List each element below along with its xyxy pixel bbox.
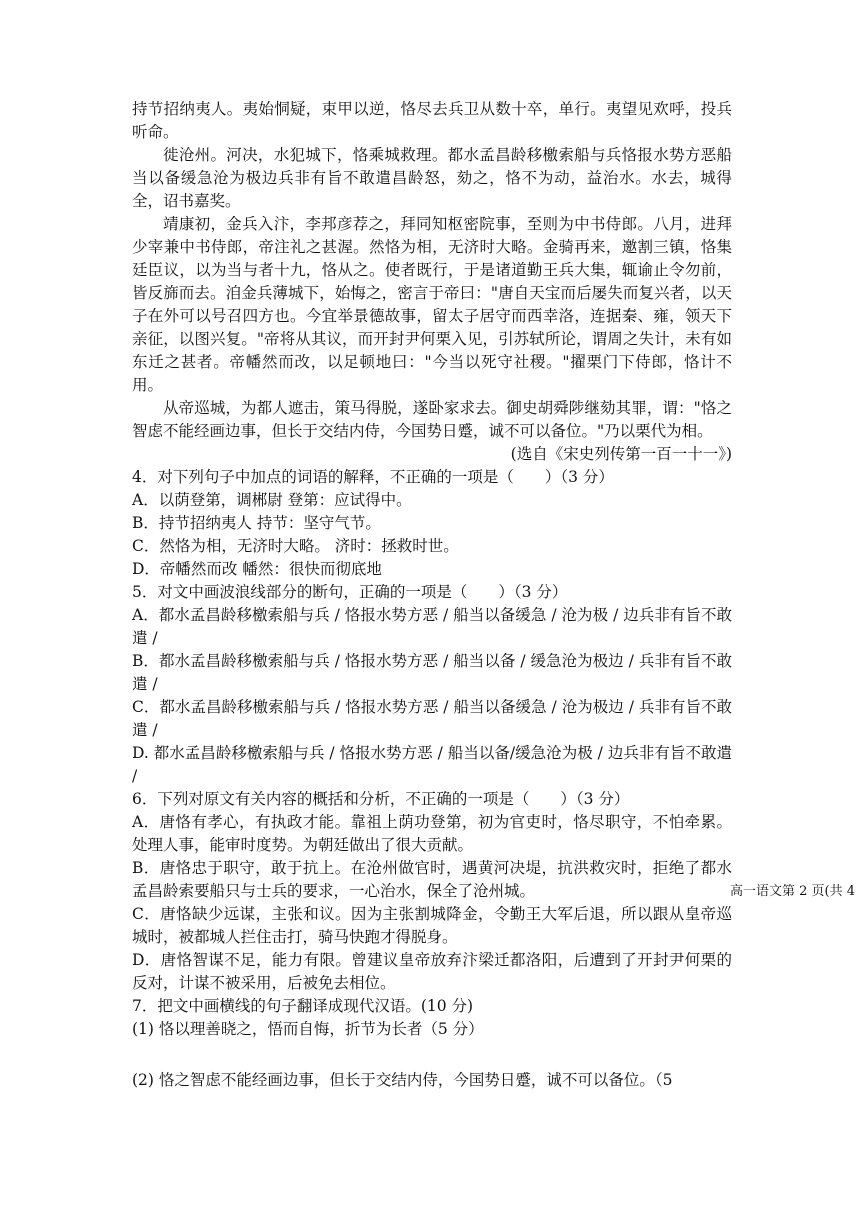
option-d: D. 都水孟昌龄移檄索船与兵 / 恪报水势方恶 / 船当以备/缓急沧为极 / 边兵非有旨不敢遣 / — [132, 744, 732, 785]
passage-paragraph-3: 从帝巡城，为都人遮击，策马得脱，遂卧家求去。御史胡舜陟继劾其罪，谓："恪之智虑不能经画边事，但长于交结内侍，今国势日蹙，诚不可以备位。"乃以栗代为相。 — [132, 399, 732, 440]
answer-space — [132, 1041, 732, 1069]
option-d: D．唐恪智谋不足，能力有限。曾建议皇帝放弃汴梁迁都洛阳，后遭到了开封尹何栗的反对，计谋不被采用，后被免去相位。 — [132, 951, 732, 992]
option-a: A．唐恪有孝心，有执政才能。靠祖上荫功登第，初为官吏时，恪尽职守，不怕牵累。处理人事，能审时度势。为朝廷做出了很大贡献。 — [132, 813, 732, 854]
passage-source: (选自《宋史列传第一百一十一》) — [510, 445, 732, 463]
question-stem: 6．下列对原文有关内容的概括和分析，不正确的一项是（ ）（3 分） — [132, 790, 630, 808]
question-5 — [132, 581, 732, 788]
question-6 — [132, 788, 732, 995]
passage-paragraph-2: 靖康初，金兵入汴，李邦彦荐之，拜同知枢密院事，至则为中书侍郎。八月，进拜少宰兼中书侍郎，帝注礼之甚渥。然恪为相，无济时大略。金骑再来，邀割三镇，恪集廷臣议，以为当与者十九，恪从之。使者既行，于是诸道勤王兵大集，辄谕止令勿前，皆反旆而去。洎金兵薄城下，始悔之，密言于帝曰："唐自天宝而后屡失而复兴者，以天子在外可以号召四方也。今宜举景德故事，留太子居守而西幸洛，连据秦、雍，领天下亲征，以图兴复。"帝将从其议，而开封尹何栗入见，引苏轼所论，谓周之失计，未有如东迁之甚者。帝幡然而改，以足顿地曰："今当以死守社稷。"擢栗门下侍郎，恪计不用。 — [132, 215, 732, 394]
translation-sentence-1: (1) 恪以理善晓之，悟而自悔，折节为长者（5 分） — [132, 1020, 484, 1038]
translation-sentence-2: (2) 恪之智虑不能经画边事，但长于交结内侍，今国势日蹙，诚不可以备位。（5 — [132, 1071, 673, 1089]
option-b: B．持节招纳夷人 持节：坚守气节。 — [132, 514, 381, 532]
option-c: C．唐恪缺少远谋，主张和议。因为主张割城降金，令勤王大军后退，所以跟从皇帝巡城时，被都城人拦住击打，骑马快跑才得脱身。 — [132, 905, 732, 946]
question-stem: 4．对下列句子中加点的词语的解释，不正确的一项是（ ）（3 分） — [132, 468, 614, 486]
document-body — [132, 98, 732, 1092]
question-stem: 5．对文中画波浪线部分的断句，正确的一项是（ ）（3 分） — [132, 583, 568, 601]
option-a: A．都水孟昌龄移檄索船与兵 / 恪报水势方恶 / 船当以备缓急 / 沧为极 / 边兵非有旨不敢遣 / — [132, 606, 732, 647]
option-c: C．都水孟昌龄移檄索船与兵 / 恪报水势方恶 / 船当以备缓急 / 沧为极边 / 兵非有旨不敢遣 / — [132, 698, 732, 739]
page-footer: 高一语文第 2 页(共 4 — [730, 884, 856, 899]
question-7 — [132, 995, 732, 1092]
question-stem: 7．把文中画横线的句子翻译成现代汉语。(10 分) — [132, 997, 474, 1015]
option-d: D．帝幡然而改 幡然：很快而彻底地 — [132, 560, 382, 578]
option-c: C．然恪为相，无济时大略。 济时：拯救时世。 — [132, 537, 459, 555]
option-b: B．都水孟昌龄移檄索船与兵 / 恪报水势方恶 / 船当以备 / 缓急沧为极边 / 兵非有旨不敢遣 / — [132, 652, 732, 693]
passage-paragraph-0: 持节招纳夷人。夷始恫疑，束甲以逆，恪尽去兵卫从数十卒，单行。夷望见欢呼，投兵听命。 — [132, 100, 732, 141]
option-a: A．以荫登第，调郴尉 登第：应试得中。 — [132, 491, 412, 509]
question-4 — [132, 466, 732, 581]
passage-paragraph-1: 徙沧州。河决，水犯城下，恪乘城救理。都水孟昌龄移檄索船与兵恪报水势方恶船当以备缓急沧为极边兵非有旨不敢遣昌龄怒，劾之，恪不为动，益治水。水去，城得全，诏书嘉奖。 — [132, 146, 732, 210]
option-b: B．唐恪忠于职守，敢于抗上。在沧州做官时，遇黄河决堤，抗洪救灾时，拒绝了都水孟昌龄索要船只与士兵的要求，一心治水，保全了沧州城。 — [132, 859, 732, 900]
